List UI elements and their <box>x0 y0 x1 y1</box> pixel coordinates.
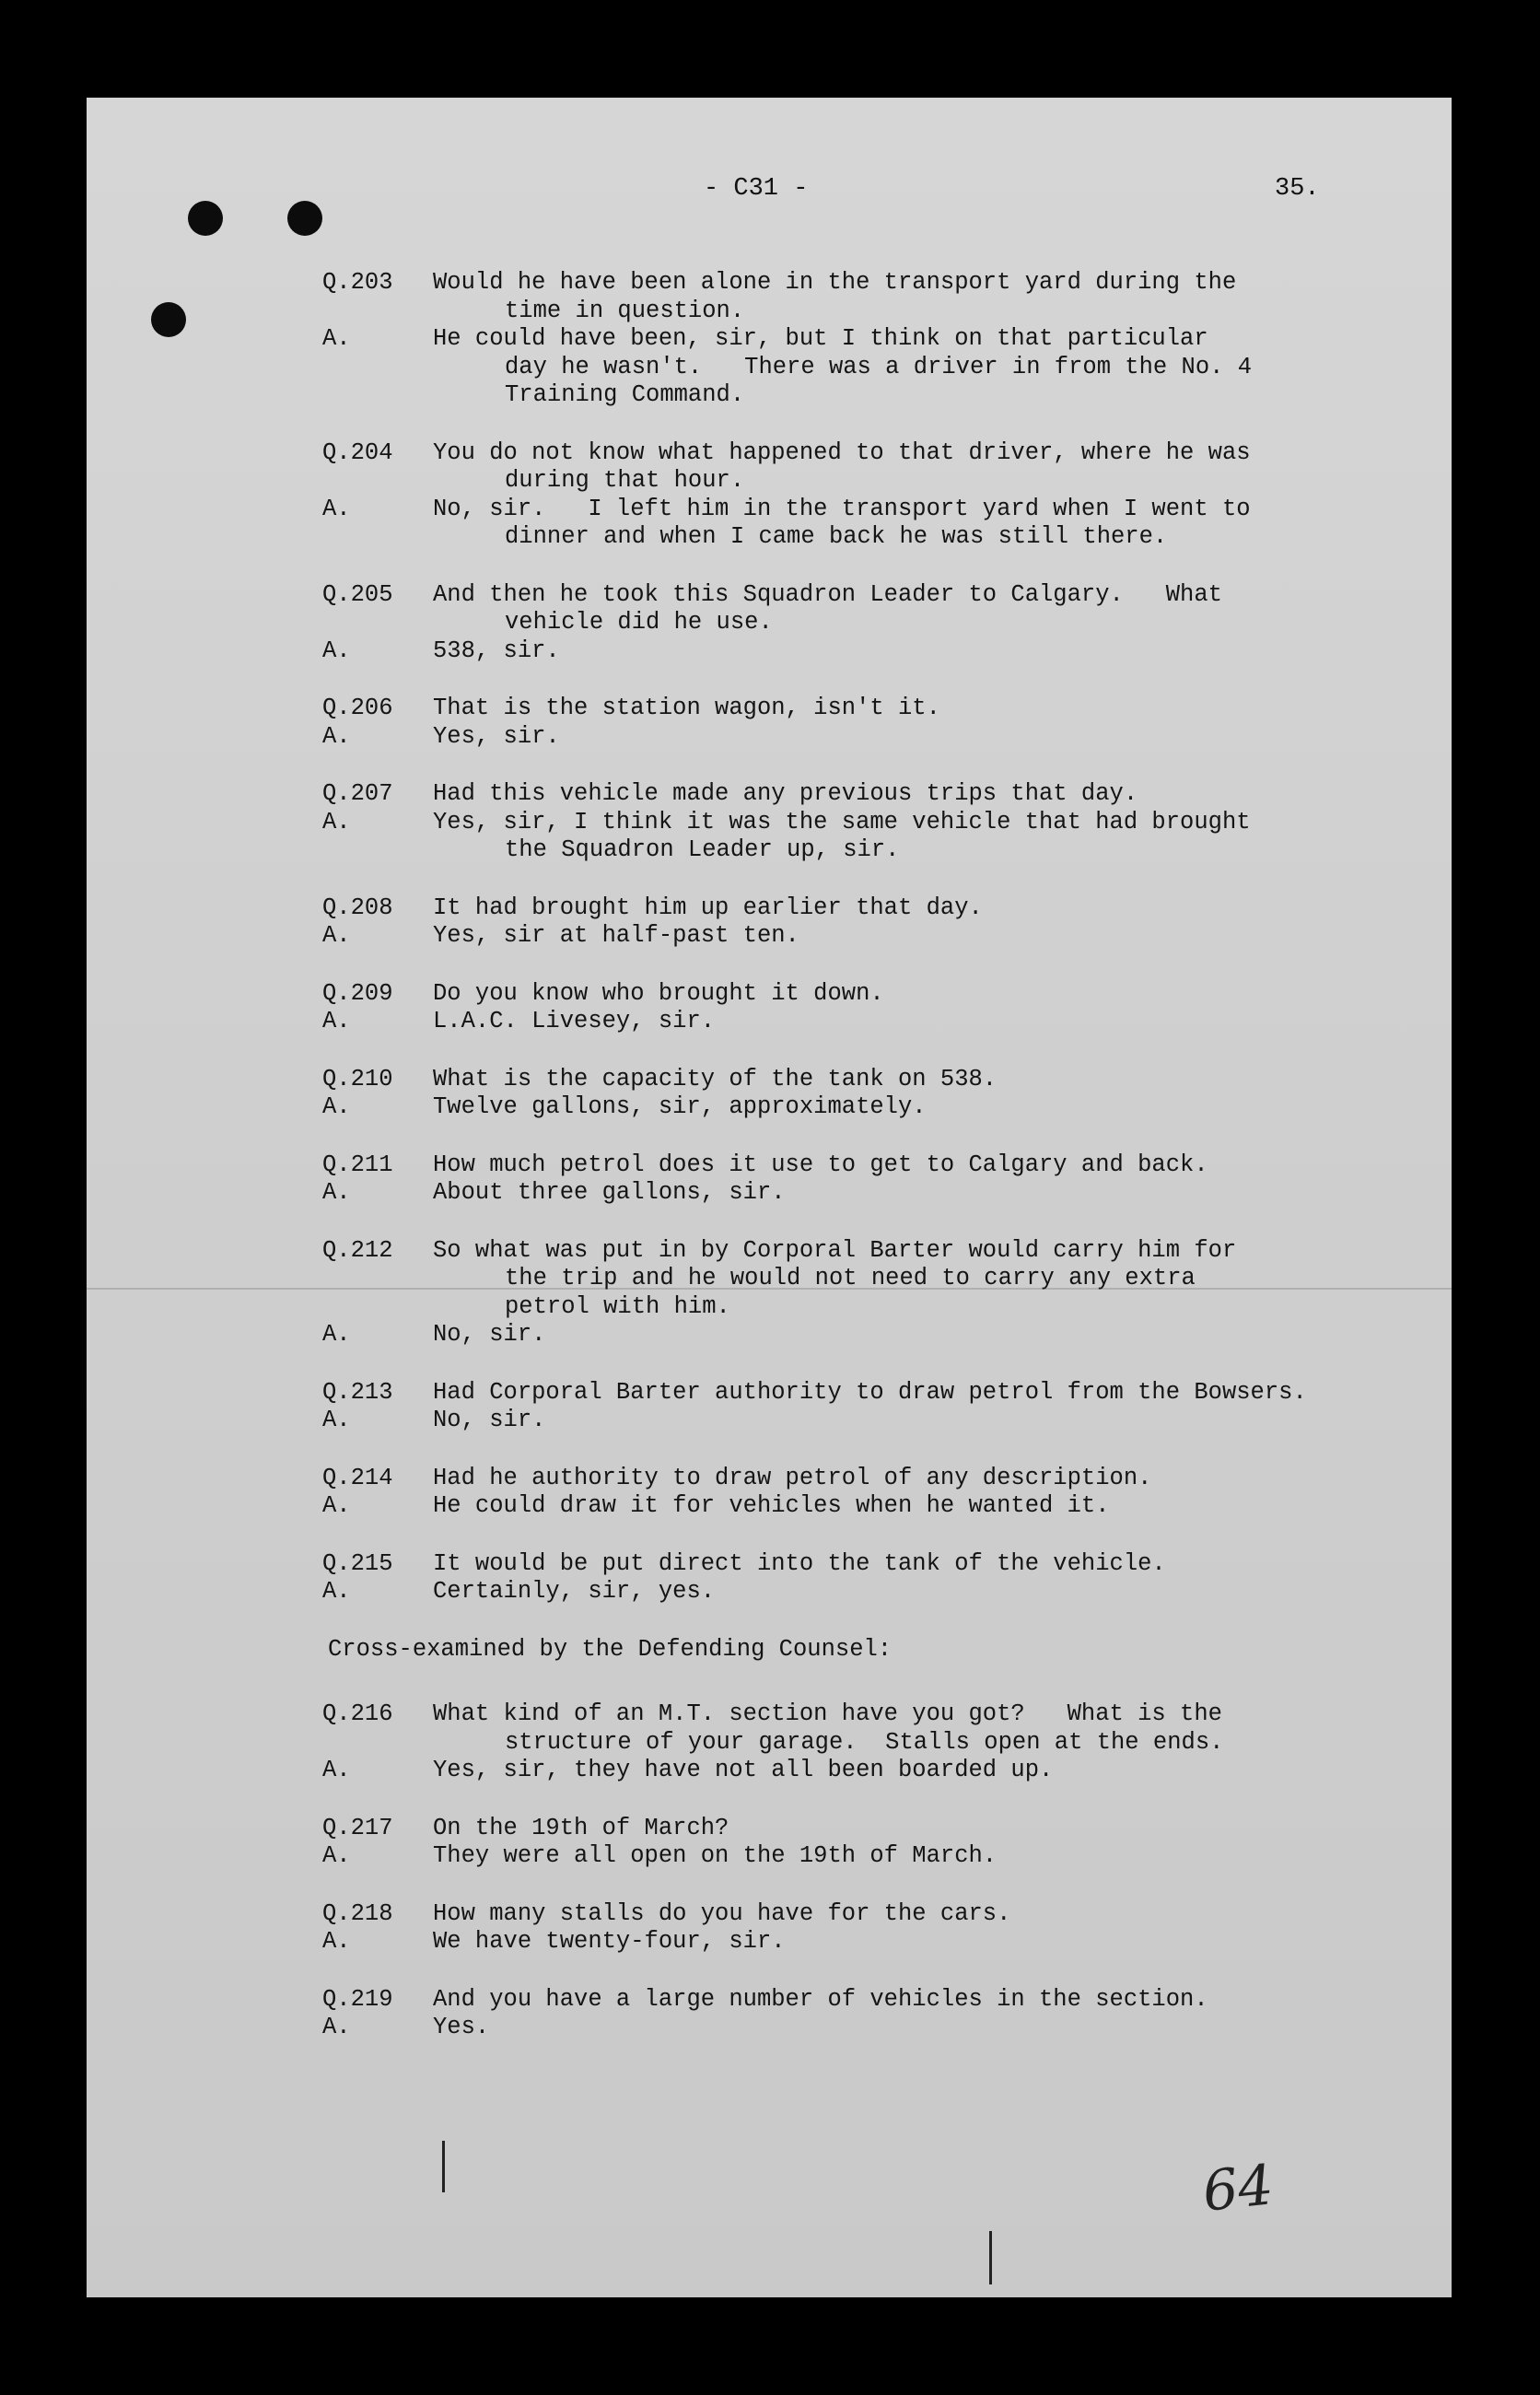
qa-item <box>322 1066 1359 1122</box>
answer-text: They were all open on the 19th of March. <box>433 1842 998 1869</box>
question-label: Q.214 <box>322 1464 393 1491</box>
answer-text: L.A.C. Livesey, sir. <box>433 1008 716 1034</box>
punch-hole-1 <box>188 201 223 236</box>
question-label: Q.213 <box>322 1378 393 1406</box>
answer-text: Yes, sir. <box>433 722 560 750</box>
question-text: You do not know what happened to that driver, where he was <box>433 438 1251 466</box>
question-label: Q.211 <box>322 1151 393 1178</box>
answer-label: A. <box>322 1407 351 1433</box>
answer-label: A. <box>322 1578 351 1605</box>
qa-list-direct <box>322 269 1359 1606</box>
section-heading: Cross-examined by the Defending Counsel: <box>328 1635 892 1663</box>
answer-label: A. <box>322 495 351 522</box>
answer-text: He could draw it for vehicles when he wanted it. <box>433 1492 1110 1519</box>
qa-item <box>322 1151 1359 1208</box>
question-text: And you have a large number of vehicles in the section. <box>433 1985 1208 2013</box>
qa-item <box>322 1986 1359 2042</box>
question-text: How many stalls do you have for the cars. <box>433 1899 1011 1927</box>
question-label <box>322 609 433 637</box>
answer-text: Training Command. <box>505 381 745 408</box>
question-text: Had he authority to draw petrol of any description. <box>433 1464 1152 1491</box>
question-label: Q.217 <box>322 1814 393 1841</box>
punch-hole-3 <box>151 302 186 337</box>
answer-text: Certainly, sir, yes. <box>433 1578 716 1605</box>
header-code: - C31 - <box>704 175 809 203</box>
question-label <box>322 298 433 326</box>
question-label: Q.219 <box>322 1985 393 2013</box>
answer-text: 538, sir. <box>433 637 560 664</box>
question-label: Q.210 <box>322 1065 393 1092</box>
question-text: It had brought him up earlier that day. <box>433 894 983 921</box>
question-label: Q.216 <box>322 1700 393 1727</box>
question-label <box>322 467 433 496</box>
answer-label: A. <box>322 1842 351 1869</box>
qa-item <box>322 894 1359 951</box>
question-text: So what was put in by Corporal Barter would carry him for <box>433 1236 1237 1264</box>
answer-text: He could have been, sir, but I think on that particular <box>433 325 1208 352</box>
qa-list-cross <box>322 1700 1359 2042</box>
question-text: time in question. <box>505 297 745 324</box>
question-label: Q.208 <box>322 894 393 921</box>
qa-item <box>322 1465 1359 1521</box>
question-label: Q.205 <box>322 580 393 608</box>
question-text: How much petrol does it use to get to Calgary and back. <box>433 1151 1208 1178</box>
answer-label: A. <box>322 2014 351 2040</box>
qa-item <box>322 695 1359 751</box>
qa-item <box>322 439 1359 552</box>
qa-item <box>322 1550 1359 1606</box>
answer-label: A. <box>322 1928 351 1955</box>
answer-label: A. <box>322 722 351 750</box>
question-text: vehicle did he use. <box>505 609 773 636</box>
question-text: That is the station wagon, isn't it. <box>433 695 940 721</box>
answer-text: We have twenty-four, sir. <box>433 1928 786 1955</box>
answer-label: A. <box>322 1321 351 1348</box>
question-label: Q.215 <box>322 1549 393 1577</box>
answer-text: Twelve gallons, sir, approximately. <box>433 1093 927 1120</box>
question-text: the trip and he would not need to carry any extra <box>505 1265 1196 1291</box>
answer-text: Yes. <box>433 2014 490 2040</box>
answer-text: the Squadron Leader up, sir. <box>505 836 900 863</box>
answer-label <box>322 836 433 865</box>
question-text: It would be put direct into the tank of the vehicle. <box>433 1549 1166 1577</box>
answer-text: day he wasn't. There was a driver in from the No. 4 <box>505 353 1253 380</box>
answer-label <box>322 523 433 552</box>
question-label: Q.218 <box>322 1899 393 1927</box>
question-text: What is the capacity of the tank on 538. <box>433 1065 998 1092</box>
answer-label: A. <box>322 325 351 352</box>
qa-item <box>322 780 1359 865</box>
question-text: On the 19th of March? <box>433 1814 729 1841</box>
transcript <box>322 269 1359 2072</box>
answer-text: Yes, sir, they have not all been boarded up. <box>433 1757 1054 1783</box>
answer-label: A. <box>322 1757 351 1783</box>
question-text: And then he took this Squadron Leader to Calgary. What <box>433 580 1222 608</box>
pen-mark-2 <box>989 2231 992 2284</box>
answer-label: A. <box>322 637 351 664</box>
question-label <box>322 1293 433 1322</box>
question-text: Do you know who brought it down. <box>433 979 884 1007</box>
question-label: Q.212 <box>322 1236 393 1264</box>
question-text: Had Corporal Barter authority to draw petrol from the Bowsers. <box>433 1378 1307 1406</box>
pen-mark-1 <box>442 2141 445 2192</box>
qa-item <box>322 1815 1359 1871</box>
answer-text: No, sir. I left him in the transport yard when I went to <box>433 495 1251 522</box>
page-number: 35. <box>1275 175 1320 203</box>
answer-text: dinner and when I came back he was still there. <box>505 523 1168 550</box>
answer-label: A. <box>322 1008 351 1034</box>
qa-item <box>322 1900 1359 1957</box>
question-label: Q.204 <box>322 438 393 466</box>
answer-text: About three gallons, sir. <box>433 1179 786 1206</box>
answer-label: A. <box>322 808 351 835</box>
qa-item <box>322 1237 1359 1349</box>
answer-label: A. <box>322 922 351 949</box>
qa-item <box>322 1379 1359 1435</box>
answer-text: Yes, sir at half-past ten. <box>433 922 799 949</box>
handwritten-number: 64 <box>1199 2153 1277 2225</box>
answer-text: No, sir. <box>433 1321 546 1348</box>
qa-item <box>322 581 1359 666</box>
question-label <box>322 1265 433 1293</box>
question-label: Q.206 <box>322 695 393 721</box>
question-label: Q.207 <box>322 780 393 807</box>
answer-text: No, sir. <box>433 1407 546 1433</box>
answer-label: A. <box>322 1492 351 1519</box>
question-label: Q.203 <box>322 269 393 296</box>
question-label <box>322 1729 433 1758</box>
answer-label: A. <box>322 1093 351 1120</box>
question-text: petrol with him. <box>505 1292 730 1320</box>
punch-hole-2 <box>287 201 322 236</box>
question-text: during that hour. <box>505 467 745 494</box>
answer-label <box>322 354 433 382</box>
qa-item <box>322 269 1359 410</box>
question-text: Would he have been alone in the transport yard during the <box>433 269 1237 296</box>
question-text: What kind of an M.T. section have you got? What is the <box>433 1700 1222 1727</box>
qa-item <box>322 1700 1359 1785</box>
answer-label: A. <box>322 1179 351 1206</box>
question-text: structure of your garage. Stalls open at the ends. <box>505 1728 1224 1756</box>
qa-item <box>322 980 1359 1036</box>
answer-text: Yes, sir, I think it was the same vehicle that had brought <box>433 808 1251 835</box>
question-label: Q.209 <box>322 979 393 1007</box>
question-text: Had this vehicle made any previous trips that day. <box>433 780 1138 807</box>
answer-label <box>322 381 433 410</box>
